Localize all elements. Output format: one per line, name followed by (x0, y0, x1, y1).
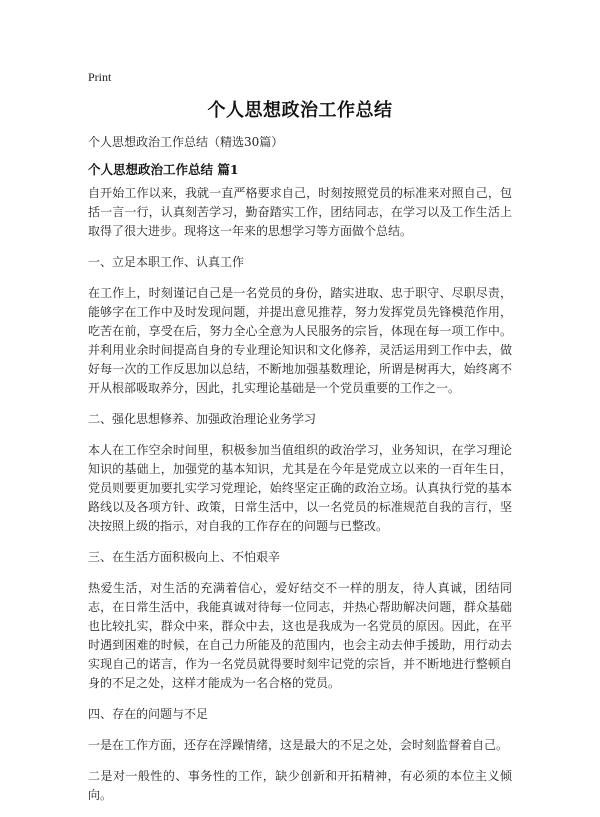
intro-paragraph: 自开始工作以来，我就一直严格要求自己，时刻按照党员的标准来对照自己，包括一言一行，认真刻苦学习，勤奋踏实工作，团结同志，在学习以及工作生活上取得了很大进步。现将这一年来的思想学习等方面做个总结。 (88, 186, 512, 238)
document-subtitle: 个人思想政治工作总结（精选30篇） (88, 135, 284, 149)
heading-4: 四、存在的问题与不足 (88, 707, 209, 721)
heading-3: 三、在生活方面积极向上、不怕艰辛 (88, 550, 281, 564)
article-body (88, 184, 512, 817)
paragraph-3: 热爱生活，对生活的充满着信心，爱好结交不一样的朋友，待人真诚，团结同志，在日常生活中，我能真诚对待每一位同志，并热心帮助解决问题，群众基础也比较扎实，群众中来，群众中去，这也是我成为一名党员的原因。因此，在平时遇到困难的时候，在自己力所能及的范围内，也会主动去伸手援助，用行动去实现自己的诺言，作为一名党员就得要时刻牢记党的宗旨，并不断地进行整顿自身的不足之处，这样才能成为一名合格的党员。 (88, 581, 512, 690)
section-title: 个人思想政治工作总结 篇1 (88, 162, 239, 177)
heading-1: 一、立足本职工作、认真工作 (88, 255, 245, 269)
page-title: 个人思想政治工作总结 (207, 100, 393, 121)
paragraph-2: 本人在工作空余时间里，积极参加当值组织的政治学习，业务知识，在学习理论知识的基础上，加强党的基本知识，尤其是在今年是党成立以来的一百年生日，党员则要更加要扎实学习党理论，始终坚定正确的政治立场。认真执行党的基本路线以及各项方针、政策，日常生活中，以一名党员的标准规范自我的言行，坚决按照上级的指示，对自我的工作存在的问题与已整改。 (88, 443, 512, 533)
problem-1: 一是在工作方面，还存在浮躁情绪，这是最大的不足之处，会时刻监督着自己。 (88, 738, 509, 752)
problem-2: 二是对一般性的、事务性的工作，缺少创新和开拓精神，有必须的本位主义倾向。 (88, 769, 512, 802)
paragraph-1: 在工作上，时刻谨记自己是一名党员的身份，踏实进取、忠于职守、尽职尽责，能够字在工作中及时发现问题，并提出意见推荐，努力发挥党员先锋模范作用，吃苦在前，享受在后，努力全心全意为人民服务的宗旨，体现在每一项工作中。并利用业余时间提高自身的专业理论知识和文化修养，灵活运用到工作中去，做好每一次的工作反思加以总结，不断地加强基数理论，所谓是树再大，始终离不开从根部吸取养分，因此，扎实理论基础是一个党员重要的工作之一。 (88, 286, 512, 395)
heading-2: 二、强化思想修养、加强政治理论业务学习 (88, 412, 317, 426)
print-link[interactable]: Print (88, 70, 112, 84)
